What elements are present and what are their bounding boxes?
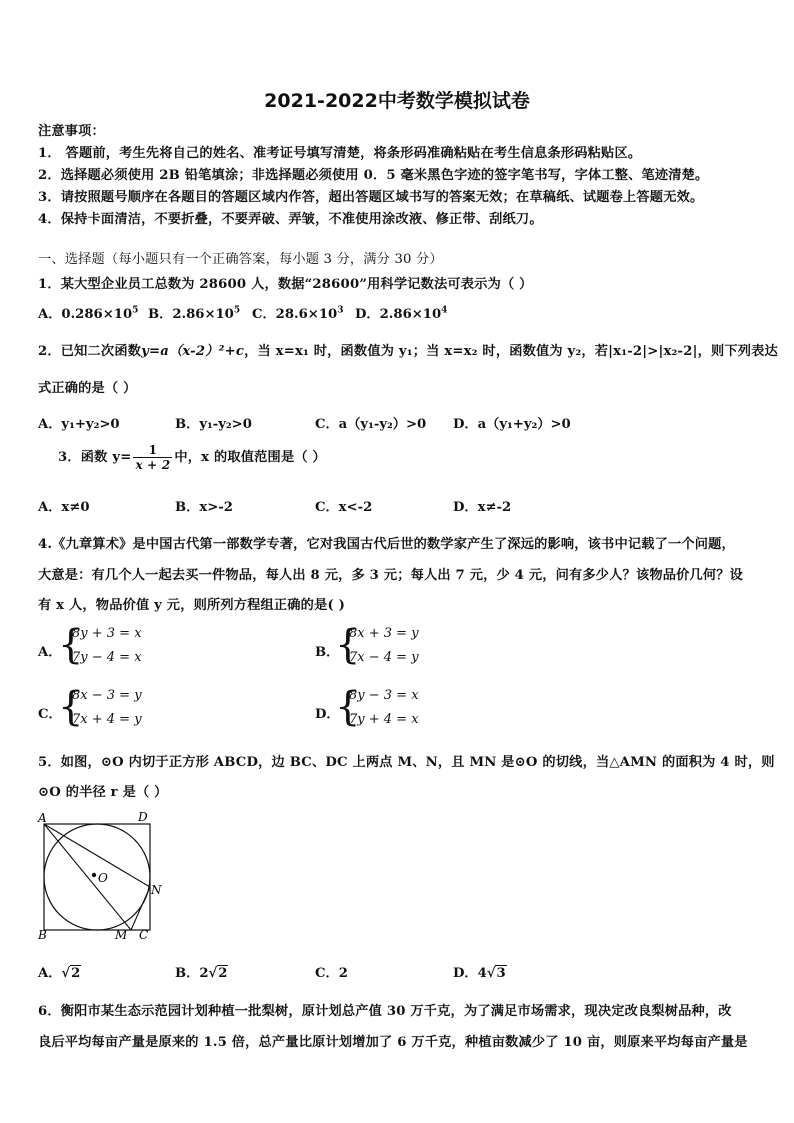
label-o: O [98,871,108,885]
notice-item-2: 2．选择题必须使用 2B 铅笔填涂；非选择题必须使用 0．5 毫米黑色字迹的签字笔书写，字体工整、笔迹清楚。 [38,168,709,183]
q4-option-d-system: { 8y − 3 = x 7y + 4 = x [335,684,419,730]
section-heading: 一、选择题（每小题只有一个正确答案，每小题 3 分，满分 30 分） [38,252,443,267]
q2-option-c: C．a（y₁-y₂）>0 [315,417,427,432]
q4-option-b-label: B． [315,645,340,660]
question-3-stem: 3．函数 y= $\frac{1}{x + 2}$ 中，x 的取值范围是（ ） [58,443,326,472]
notice-item-4: 4．保持卡面清洁，不要折叠，不要弄破、弄皱，不准使用涂改液、修正带、刮纸刀。 [38,212,543,227]
q5-option-b: B．2√2 [175,966,228,981]
notice-heading: 注意事项： [38,124,105,139]
q4-option-b-system: { 8x + 3 = y 7x − 4 = y [335,622,419,668]
label-n: N [151,883,162,897]
q4-option-a-system: { 8y + 3 = x 7y − 4 = x [58,622,142,668]
q5-option-a: A．√2 [38,966,81,981]
center-point-o [92,873,96,877]
q2-option-a: A．y₁+y₂>0 [38,417,120,432]
q1-option-b: B．$2.86\times 10^5$ [148,305,241,322]
q3-option-d: D．x≠-2 [453,500,512,515]
q4-option-c-system: { 8x − 3 = y 7x + 4 = y [58,684,142,730]
question-6-line-1: 6．衡阳市某生态示范园计划种植一批梨树，原计划总产值 30 万千克，为了满足市场需求，现决定改良梨树品种，改 [38,1004,732,1019]
label-b: B [38,928,47,940]
segment-an [44,824,150,887]
question-2-stem: 2．已知二次函数y=a（x-2）²+c，当 x=x₁ 时，函数值为 y₁；当 x=x₂ 时，函数值为 y₂，若|x₁-2|>|x₂-2|，则下列表达 [38,344,778,359]
segment-mn [131,887,150,930]
notice-item-3: 3．请按照题号顺序在各题目的答题区域内作答，超出答题区域书写的答案无效；在草稿纸、试题卷上答题无效。 [38,190,704,205]
question-2-stem-cont: 式正确的是（ ） [38,381,137,396]
label-a: A [38,811,47,825]
q1-option-a: A．$0.286\times 10^5$ [38,305,139,322]
question-4-line-2: 大意是：有几个人一起去买一件物品，每人出 8 元，多 3 元；每人出 7 元，少 4 元，问有多少人？该物品价几何？设 [38,568,744,583]
q1-option-d: D．$2.86\times 10^4$ [355,305,448,322]
q3-option-a: A．x≠0 [38,500,90,515]
q4-option-d-label: D． [315,707,340,722]
q2-option-b: B．y₁-y₂>0 [175,417,252,432]
exam-title: 2021-2022中考数学模拟试卷 [264,90,530,112]
question-1-stem: 1．某大型企业员工总数为 28600 人，数据“28600”用科学记数法可表示为（ ） [38,277,533,292]
q5-option-c: C．2 [315,966,348,981]
label-d: D [138,810,148,824]
q4-option-a-label: A． [38,645,62,660]
question-5-line-2: ⊙O 的半径 r 是（ ） [38,785,168,800]
q2-option-d: D．a（y₁+y₂）>0 [453,417,571,432]
label-m: M [115,928,128,940]
q5-option-d: D．4√3 [453,966,506,981]
q5-figure [34,810,164,940]
notice-item-1: 1． 答题前，考生先将自己的姓名、准考证号填写清楚，将条形码准确粘贴在考生信息条形码粘贴区。 [38,146,642,161]
label-c: C [139,928,149,940]
segment-am [44,824,131,930]
q3-option-c: C．x<-2 [315,500,373,515]
question-4-line-3: 有 x 人，物品价值 y 元，则所列方程组正确的是( ) [38,598,346,613]
q3-option-b: B．x>-2 [175,500,233,515]
question-5-line-1: 5．如图，⊙O 内切于正方形 ABCD，边 BC、DC 上两点 M、N，且 MN 是⊙O 的切线，当△AMN 的面积为 4 时，则 [38,755,775,770]
q4-option-c-label: C． [38,707,62,722]
q3-fraction: $\frac{1}{x + 2}$ [135,443,171,472]
question-6-line-2: 良后平均每亩产量是原来的 1.5 倍，总产量比原计划增加了 6 万千克，种植亩数减少了 10 亩，则原来平均每亩产量是 [38,1035,748,1050]
question-4-line-1: 4.《九章算术》是中国古代第一部数学专著，它对我国古代后世的数学家产生了深远的影响，该书中记载了一个问题， [38,537,735,552]
q1-option-c: C．$28.6\times 10^3$ [252,305,344,322]
